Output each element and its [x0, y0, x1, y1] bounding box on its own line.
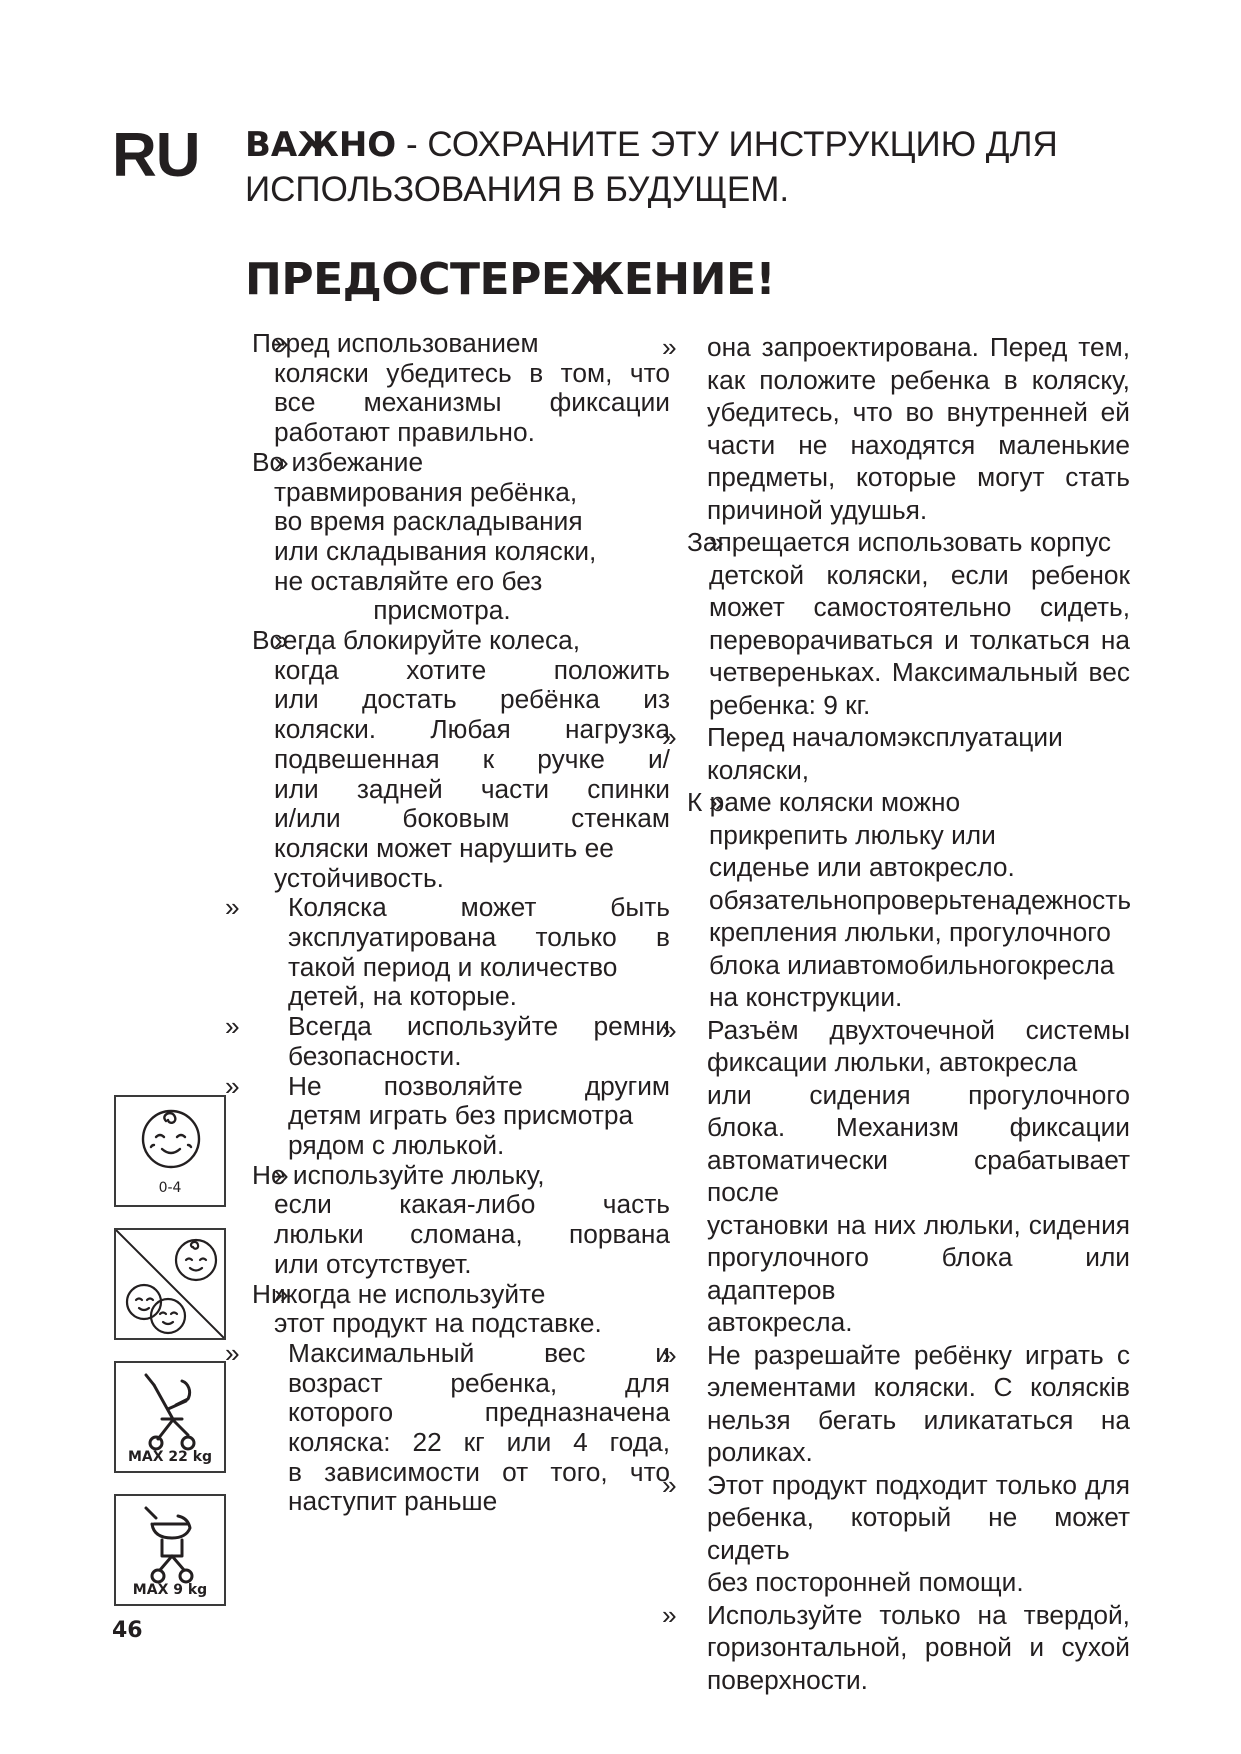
list-item	[250, 1280, 670, 1339]
list-item	[250, 626, 670, 893]
item-line: и/или боковым стенкам	[274, 803, 670, 834]
item-line: коляска: 22 кг или 4 года,	[288, 1427, 670, 1458]
list-item	[220, 1012, 670, 1071]
item-line: этот продукт на подставке.	[274, 1308, 602, 1339]
item-line: » Используйте только на твердой,	[707, 1599, 1130, 1630]
list-item	[662, 1599, 1130, 1697]
item-line: » Во избежание	[252, 446, 424, 477]
item-line: элементами коляски. С колясків	[707, 1372, 1130, 1402]
item-line: устойчивость.	[274, 862, 444, 893]
item-line: люльки сломана, порвана	[274, 1219, 670, 1250]
item-line: блока илиавтомобильногокресла	[709, 949, 1115, 980]
stroller-max-label: MAX 22 kg	[127, 1449, 213, 1465]
item-line: или достать ребёнка из	[274, 684, 670, 715]
left-column	[250, 329, 670, 1517]
item-line: » Всегда используйте ремни	[288, 1011, 670, 1042]
item-line: » Никогда не используйте	[252, 1278, 546, 1309]
item-line: во время раскладывания	[274, 506, 583, 537]
item-line: которого предназначена	[288, 1397, 670, 1428]
item-line: » Не позволяйте другим	[288, 1070, 670, 1101]
item-line: » она запроектирована. Перед тем,	[707, 332, 1130, 362]
item-line: » Запрещается использовать корпус	[687, 527, 1112, 557]
item-line: ребенка, который не может сидеть	[707, 1502, 1130, 1565]
item-line: когда хотите положить	[274, 654, 670, 685]
no-two-children-icon	[116, 1230, 224, 1338]
item-line: » Максимальный вес и	[288, 1337, 670, 1368]
list-item	[220, 1072, 670, 1161]
item-line: фиксации люльки, автокресла	[707, 1047, 1078, 1077]
item-line: травмирования ребёнка,	[274, 476, 578, 507]
item-line: коляски убедитесь в том, что	[274, 357, 670, 388]
list-item	[220, 893, 670, 1012]
important-rest: - СОХРАНИТЕ ЭТУ ИНСТРУКЦИЮ ДЛЯ	[396, 125, 1058, 164]
item-line: без посторонней помощи.	[707, 1567, 1024, 1597]
list-item	[662, 1339, 1130, 1469]
item-line: наступит раньше	[288, 1486, 498, 1517]
item-line: не оставляйте его без	[274, 565, 543, 596]
right-column	[665, 331, 1130, 1696]
age-icon-box	[114, 1095, 226, 1207]
stroller-max-icon-box	[114, 1361, 226, 1473]
list-item	[685, 526, 1130, 721]
important-notice-line1	[245, 125, 1058, 165]
list-item	[220, 1339, 670, 1517]
carrycot-max-label: MAX 9 kg	[132, 1582, 208, 1598]
item-line: коляски,	[707, 754, 810, 785]
page-number: 46	[112, 1618, 143, 1643]
item-line: обязательнопроверьтенадежность	[709, 884, 1132, 915]
item-line: возраст ребенка, для	[288, 1367, 670, 1398]
item-line: » Коляска может быть	[288, 892, 670, 923]
item-line: автоматически срабатывает после	[707, 1144, 1130, 1207]
item-line: на конструкции.	[709, 982, 903, 1012]
no-twins-icon-box	[114, 1228, 226, 1340]
item-line: рядом с люлькой.	[288, 1129, 505, 1160]
item-line: переворачиваться и толкаться на	[709, 624, 1130, 655]
list-item	[662, 1014, 1130, 1339]
item-line: безопасности.	[288, 1040, 462, 1071]
item-line: присмотра.	[373, 595, 511, 626]
item-line: может самостоятельно сидеть,	[709, 592, 1130, 622]
list-item	[685, 786, 1130, 1014]
item-line: » Разъём двухточечной системы	[707, 1014, 1130, 1045]
important-bold: ВАЖНО	[245, 125, 397, 165]
item-line: роликах.	[707, 1437, 813, 1467]
item-line: части не находятся маленькие	[707, 429, 1130, 460]
item-line: » Всегда блокируйте колеса,	[252, 625, 581, 656]
item-line: » Перед использованием	[252, 328, 539, 358]
list-item	[250, 329, 670, 448]
item-line: сиденье или автокресло.	[709, 852, 1015, 882]
important-notice-line2: ИСПОЛЬЗОВАНИЯ В БУДУЩЕМ.	[245, 170, 790, 209]
item-line: работают правильно.	[274, 417, 535, 448]
item-line: четвереньках. Максимальный вес	[709, 657, 1130, 687]
item-line: » Не разрешайте ребёнку играть с	[707, 1339, 1130, 1370]
item-line: поверхности.	[707, 1664, 868, 1695]
list-item	[662, 331, 1130, 526]
list-item	[250, 1161, 670, 1280]
carrycot-max-icon-box	[114, 1494, 226, 1606]
item-line: если какая-либо часть	[274, 1189, 670, 1220]
item-line: коляски. Любая нагрузка	[274, 714, 670, 745]
item-line: горизонтальной, ровной и сухой	[707, 1632, 1130, 1662]
item-line: детской коляски, если ребенок	[709, 559, 1130, 590]
list-item	[662, 1469, 1130, 1599]
item-line: детей, на которые.	[288, 981, 517, 1012]
item-line: детям играть без присмотра	[288, 1100, 634, 1131]
age-label: 0-4	[158, 1180, 182, 1196]
item-line: предметы, которые могут стать	[707, 462, 1130, 492]
item-line: прикрепить люльку или	[709, 819, 996, 850]
item-line: в зависимости от того, что	[288, 1456, 670, 1487]
item-line: » Перед началомэксплуатации	[707, 722, 1063, 752]
list-item	[662, 721, 1130, 786]
item-line: все механизмы фиксации	[274, 387, 670, 418]
item-line: такой период и количество	[288, 951, 618, 982]
item-line: » К раме коляски можно	[687, 787, 961, 817]
item-line: эксплуатирована только в	[288, 922, 670, 953]
item-line: крепления люльки, прогулочного	[709, 917, 1111, 947]
item-line: автокресла.	[707, 1307, 853, 1337]
item-line: » Не используйте люльку,	[252, 1159, 545, 1190]
item-line: нельзя бегать иликататься на	[707, 1404, 1130, 1435]
item-line: или складывания коляски,	[274, 535, 597, 566]
item-line: установки на них люльки, сидения	[707, 1209, 1130, 1240]
item-line: как положите ребенка в коляску,	[707, 364, 1130, 395]
item-line: причиной удушья.	[707, 494, 928, 525]
item-line: подвешенная к ручке и/	[274, 743, 670, 774]
list-item	[250, 448, 670, 626]
language-code: RU	[112, 121, 200, 190]
item-line: ребенка: 9 кг.	[709, 689, 871, 720]
item-line: » Этот продукт подходит только для	[707, 1469, 1130, 1500]
item-line: убедитесь, что во внутренней ей	[707, 397, 1130, 427]
item-line: или отсутствует.	[274, 1248, 472, 1279]
item-line: прогулочного блока или адаптеров	[707, 1242, 1130, 1305]
item-line: коляски может нарушить ее	[274, 832, 614, 863]
item-line: или сидения прогулочного	[707, 1079, 1130, 1110]
item-line: или задней части спинки	[274, 773, 670, 804]
item-line: блока. Механизм фиксации	[707, 1112, 1130, 1142]
warning-title: ПРЕДОСТЕРЕЖЕНИЕ!	[245, 254, 776, 305]
